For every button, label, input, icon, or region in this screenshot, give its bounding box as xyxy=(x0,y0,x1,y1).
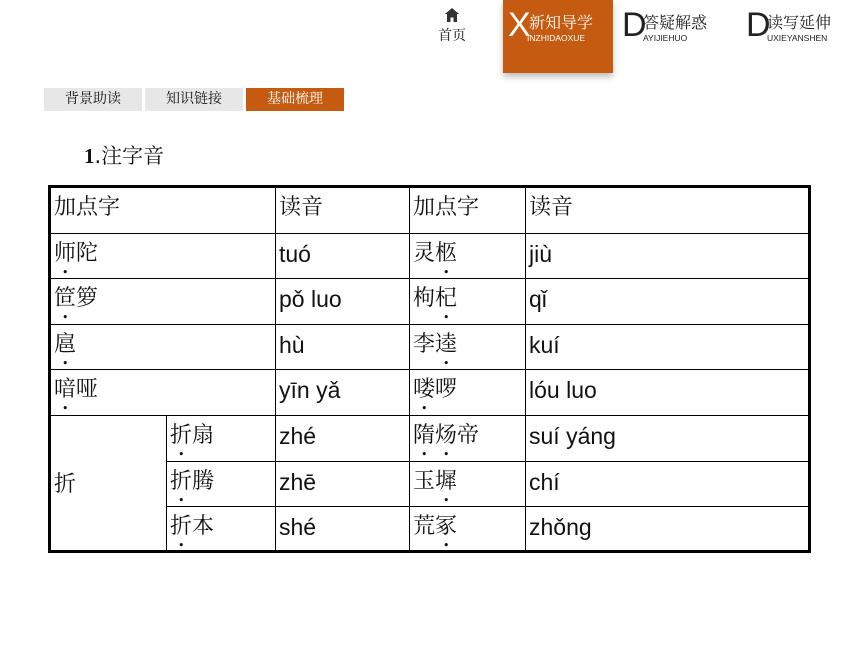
dotted-char: 折 xyxy=(170,469,193,494)
subtab-jichushuli[interactable]: 基础梳理 xyxy=(246,88,344,111)
word-cell: 折扇 xyxy=(167,416,276,462)
reading-cell: qǐ xyxy=(526,279,808,325)
reading-cell: kuí xyxy=(526,325,808,370)
dotted-char: 墀 xyxy=(435,469,458,494)
subtab-beijingzhudu[interactable]: 背景助读 xyxy=(44,88,142,111)
reading-cell: chí xyxy=(526,462,808,507)
word-cell: 灵柩 xyxy=(410,234,526,279)
word-cell: 折腾 xyxy=(167,462,276,507)
table-header: 读音 xyxy=(276,188,410,234)
tab-pinyin: INZHIDAOXUE xyxy=(527,33,586,43)
home-link[interactable] xyxy=(430,8,474,45)
dotted-char: 笸 xyxy=(54,286,77,311)
section-number: 1 xyxy=(84,144,95,168)
tab-label: 答疑解惑 xyxy=(643,13,708,32)
word-cell: 玉墀 xyxy=(410,462,526,507)
tab-dayijiehuo[interactable] xyxy=(622,0,722,73)
reading-cell: lóu luo xyxy=(526,370,808,416)
dotted-char: 隋炀 xyxy=(413,423,458,448)
dotted-char: 喑 xyxy=(54,377,77,402)
reading-cell: hù xyxy=(276,325,410,370)
dotted-char: 柩 xyxy=(435,241,458,266)
word-cell: 隋炀帝 xyxy=(410,416,526,462)
reading-cell: jiù xyxy=(526,234,808,279)
word-cell: 喑哑 xyxy=(51,370,276,416)
dotted-char: 扈 xyxy=(54,332,77,357)
reading-cell: yīn yǎ xyxy=(276,370,410,416)
section-title-text: .注字音 xyxy=(94,144,165,168)
reading-cell: zhé xyxy=(276,416,410,462)
home-icon xyxy=(445,8,459,22)
dotted-char: 折 xyxy=(170,423,193,448)
reading-cell: pǒ luo xyxy=(276,279,410,325)
subtab-zhishilianjie[interactable]: 知识链接 xyxy=(145,88,243,111)
table-header: 加点字 xyxy=(51,188,276,234)
tab-letter: X xyxy=(508,6,531,44)
group-char-cell: 折 xyxy=(51,416,167,553)
reading-cell: shé xyxy=(276,507,410,550)
word-cell: 折本 xyxy=(167,507,276,550)
dotted-char: 喽 xyxy=(413,377,436,402)
subtab-bar xyxy=(44,88,344,111)
word-cell: 笸箩 xyxy=(51,279,276,325)
dotted-char: 师 xyxy=(54,241,77,266)
tab-label: 读写延伸 xyxy=(767,13,832,32)
tab-letter: D xyxy=(622,6,647,44)
tab-xinzhidaoxue[interactable] xyxy=(503,0,613,73)
word-cell xyxy=(51,325,276,370)
tab-pinyin: AYIJIEHUO xyxy=(643,33,688,43)
dotted-char: 折 xyxy=(170,514,193,539)
table-header: 加点字 xyxy=(410,188,526,234)
word-cell: 枸杞 xyxy=(410,279,526,325)
table-header: 读音 xyxy=(526,188,808,234)
reading-cell: zhē xyxy=(276,462,410,507)
pronunciation-table xyxy=(48,185,811,553)
dotted-char: 杞 xyxy=(435,286,458,311)
reading-cell: tuó xyxy=(276,234,410,279)
tab-letter: D xyxy=(746,6,771,44)
tab-label: 新知导学 xyxy=(529,13,594,32)
word-cell: 师陀 xyxy=(51,234,276,279)
tab-duxieyanshen[interactable] xyxy=(746,0,846,73)
tab-pinyin: UXIEYANSHEN xyxy=(767,33,828,43)
reading-cell: suí yáng xyxy=(526,416,808,462)
section-title xyxy=(84,140,164,170)
word-cell: 荒冢 xyxy=(410,507,526,550)
dotted-char: 冢 xyxy=(435,514,458,539)
home-label: 首页 xyxy=(438,28,466,44)
dotted-char: 逵 xyxy=(435,332,458,357)
word-cell: 喽啰 xyxy=(410,370,526,416)
word-cell: 李逵 xyxy=(410,325,526,370)
reading-cell: zhǒng xyxy=(529,514,592,540)
